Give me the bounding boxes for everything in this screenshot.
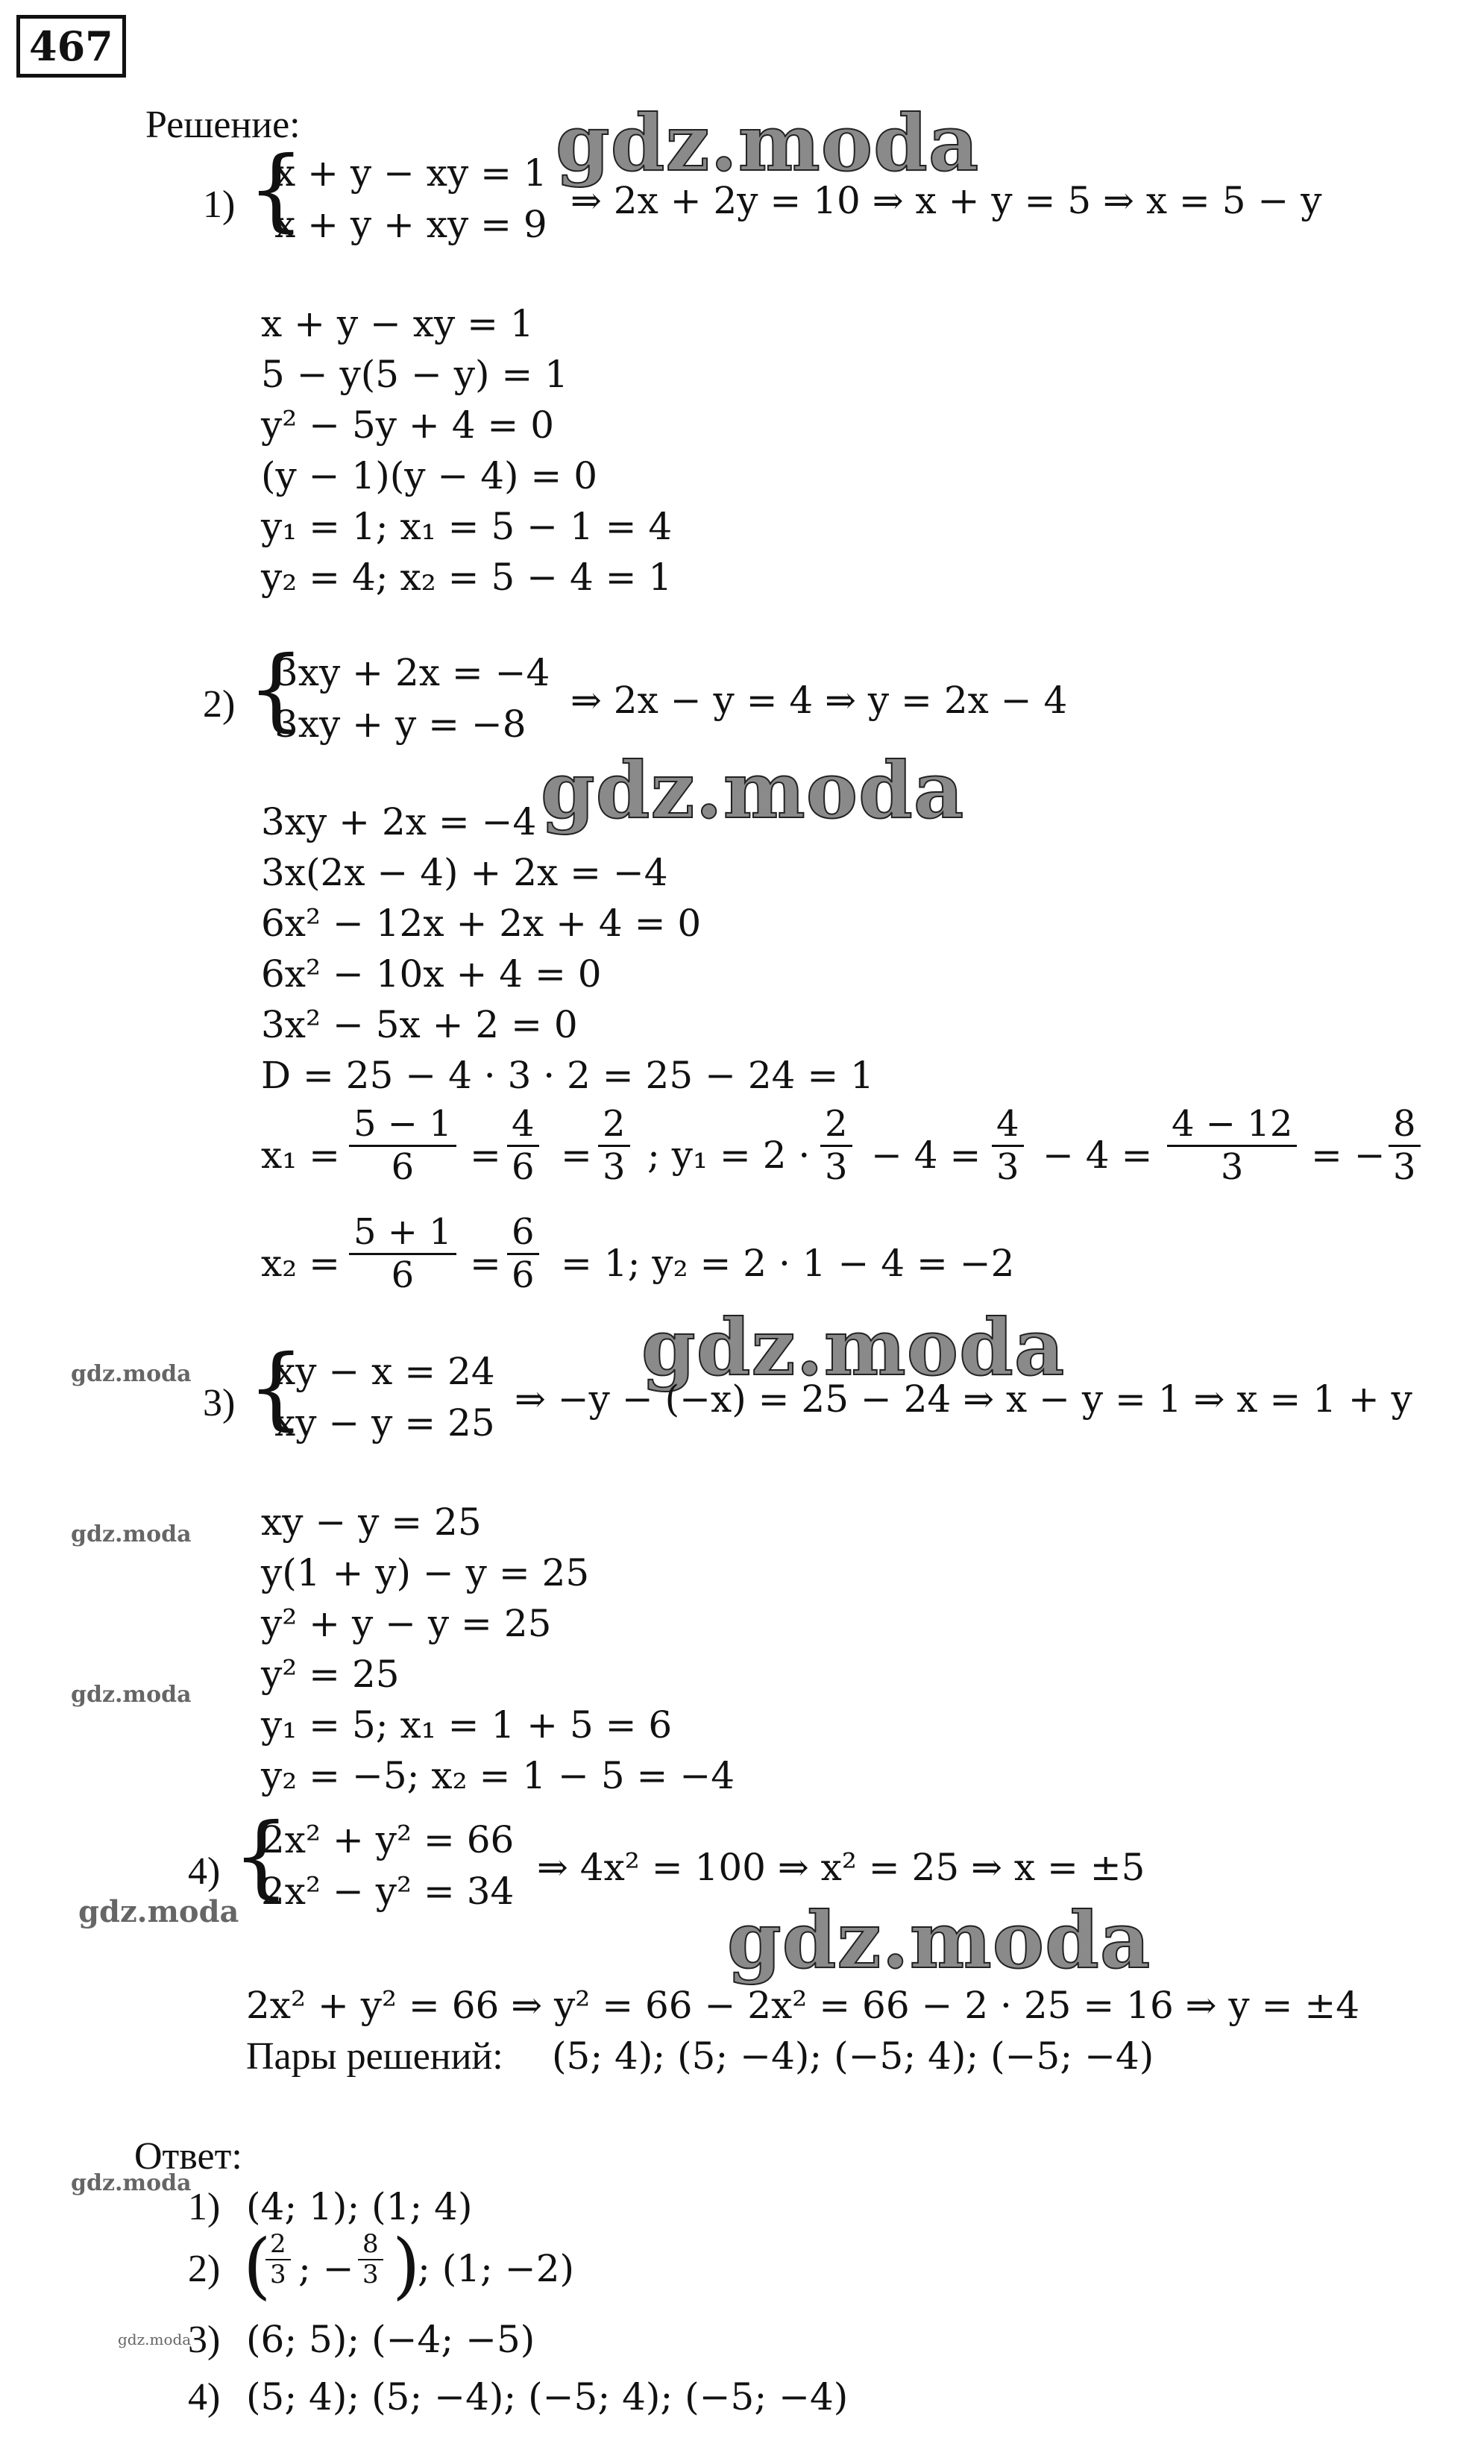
fraction: $\frac{5 + 1}{6}$ bbox=[349, 1212, 456, 1296]
part2-brace: { bbox=[248, 638, 305, 741]
answer-1: (4; 1); (1; 4) bbox=[246, 2185, 473, 2228]
close-paren: ) bbox=[392, 2224, 421, 2307]
fraction: $\frac{2}{3}$ bbox=[265, 2230, 291, 2289]
answer-3-number: 3) bbox=[188, 2319, 221, 2361]
part1-step: y₂ = 4; x₂ = 5 − 4 = 1 bbox=[261, 556, 673, 599]
part3-brace: { bbox=[248, 1336, 305, 1440]
watermark-small: gdz.moda bbox=[118, 2331, 192, 2348]
watermark-small: gdz.moda bbox=[71, 2170, 192, 2196]
part3-step: xy − y = 25 bbox=[261, 1500, 482, 1544]
part4-system-eq1: 2x² + y² = 66 bbox=[261, 1818, 515, 1861]
part3-system-eq2: xy − y = 25 bbox=[274, 1401, 495, 1445]
fraction: $\frac{4}{3}$ bbox=[992, 1104, 1024, 1188]
watermark-small: gdz.moda bbox=[71, 1682, 192, 1708]
watermark-1: gdz.moda bbox=[556, 97, 980, 189]
part2-step: D = 25 − 4 · 3 · 2 = 25 − 24 = 1 bbox=[261, 1054, 874, 1097]
part3-number: 3) bbox=[203, 1382, 236, 1424]
fraction: $\frac{4}{6}$ bbox=[507, 1104, 539, 1188]
part1-step: y² − 5y + 4 = 0 bbox=[261, 403, 555, 447]
part3-system-eq1: xy − x = 24 bbox=[274, 1350, 495, 1393]
fraction: $\frac{8}{3}$ bbox=[358, 2230, 383, 2289]
part2-x1-lhs: x₁ = bbox=[261, 1134, 341, 1177]
answer-2-sep: ; − bbox=[298, 2247, 354, 2290]
part2-step: 6x² − 12x + 2x + 4 = 0 bbox=[261, 902, 702, 945]
part1-step: (y − 1)(y − 4) = 0 bbox=[261, 454, 598, 497]
part1-system-eq1: x + y − xy = 1 bbox=[274, 151, 547, 195]
part2-step: 3x² − 5x + 2 = 0 bbox=[261, 1003, 578, 1046]
part1-brace: { bbox=[248, 138, 305, 242]
part2-x2-rest: = 1; y₂ = 2 · 1 − 4 = −2 bbox=[561, 1242, 1015, 1285]
part2-number: 2) bbox=[203, 683, 236, 726]
answer-1-number: 1) bbox=[188, 2186, 221, 2228]
part2-step: 3x(2x − 4) + 2x = −4 bbox=[261, 851, 668, 894]
part3-step: y(1 + y) − y = 25 bbox=[261, 1551, 590, 1594]
solution-label: Решение: bbox=[145, 104, 301, 146]
part4-system-eq2: 2x² − y² = 34 bbox=[261, 1870, 515, 1913]
equals: = bbox=[470, 1242, 501, 1285]
part3-implication: ⇒ −y − (−x) = 25 − 24 ⇒ x − y = 1 ⇒ x = 1 + y bbox=[515, 1377, 1412, 1421]
part3-step: y² + y − y = 25 bbox=[261, 1602, 552, 1645]
problem-number: 467 bbox=[16, 15, 126, 78]
part3-step: y₂ = −5; x₂ = 1 − 5 = −4 bbox=[261, 1754, 735, 1797]
pairs-values: (5; 4); (5; −4); (−5; 4); (−5; −4) bbox=[552, 2034, 1154, 2078]
part1-system-eq2: x + y + xy = 9 bbox=[274, 203, 547, 246]
fraction: $\frac{5 - 1}{6}$ bbox=[349, 1104, 456, 1188]
part2-y1-text: ; y₁ = 2 · bbox=[647, 1134, 811, 1177]
answer-label: Ответ: bbox=[134, 2135, 242, 2178]
fraction: $\frac{4 - 12}{3}$ bbox=[1167, 1104, 1297, 1188]
answer-4: (5; 4); (5; −4); (−5; 4); (−5; −4) bbox=[246, 2375, 849, 2419]
open-paren: ( bbox=[243, 2224, 271, 2307]
watermark-3: gdz.moda bbox=[641, 1301, 1066, 1393]
minus-four: − 4 = bbox=[1043, 1134, 1153, 1177]
minus-four: − 4 = bbox=[871, 1134, 981, 1177]
part2-system-eq2: 3xy + y = −8 bbox=[274, 703, 526, 746]
part4-implication: ⇒ 4x² = 100 ⇒ x² = 25 ⇒ x = ±5 bbox=[537, 1846, 1145, 1889]
part1-implication: ⇒ 2x + 2y = 10 ⇒ x + y = 5 ⇒ x = 5 − y bbox=[570, 179, 1322, 222]
part4-step: 2x² + y² = 66 ⇒ y² = 66 − 2x² = 66 − 2 · 25 = 16 ⇒ y = ±4 bbox=[246, 1984, 1360, 2027]
part2-step: 6x² − 10x + 4 = 0 bbox=[261, 952, 602, 996]
part2-implication: ⇒ 2x − y = 4 ⇒ y = 2x − 4 bbox=[570, 679, 1068, 722]
answer-2-rest: ; (1; −2) bbox=[418, 2247, 575, 2290]
equals: = bbox=[470, 1134, 501, 1177]
part3-step: y₁ = 5; x₁ = 1 + 5 = 6 bbox=[261, 1703, 673, 1747]
answer-4-number: 4) bbox=[188, 2376, 221, 2419]
part1-step: x + y − xy = 1 bbox=[261, 302, 534, 345]
fraction: $\frac{2}{3}$ bbox=[598, 1104, 630, 1188]
answer-3: (6; 5); (−4; −5) bbox=[246, 2318, 535, 2361]
part2-step: 3xy + 2x = −4 bbox=[261, 800, 537, 843]
part1-step: y₁ = 1; x₁ = 5 − 1 = 4 bbox=[261, 505, 673, 548]
fraction: $\frac{2}{3}$ bbox=[820, 1104, 852, 1188]
equals: = bbox=[561, 1134, 592, 1177]
part3-step: y² = 25 bbox=[261, 1653, 400, 1696]
part1-step: 5 − y(5 − y) = 1 bbox=[261, 353, 568, 396]
watermark-small: gdz.moda bbox=[78, 1894, 239, 1929]
watermark-small: gdz.moda bbox=[71, 1361, 192, 1387]
equals-minus: = − bbox=[1311, 1134, 1386, 1177]
fraction: $\frac{6}{6}$ bbox=[507, 1212, 539, 1296]
fraction: $\frac{8}{3}$ bbox=[1389, 1104, 1421, 1188]
watermark-small: gdz.moda bbox=[71, 1521, 192, 1547]
watermark-2: gdz.moda bbox=[541, 744, 965, 836]
part2-system-eq1: 3xy + 2x = −4 bbox=[274, 651, 550, 694]
answer-2-number: 2) bbox=[188, 2248, 221, 2290]
part4-number: 4) bbox=[188, 1850, 221, 1893]
watermark-4: gdz.moda bbox=[727, 1894, 1151, 1986]
pairs-label: Пары решений: bbox=[246, 2035, 503, 2078]
part1-number: 1) bbox=[203, 183, 236, 226]
part2-x2-lhs: x₂ = bbox=[261, 1242, 341, 1285]
part4-brace: { bbox=[233, 1805, 290, 1908]
